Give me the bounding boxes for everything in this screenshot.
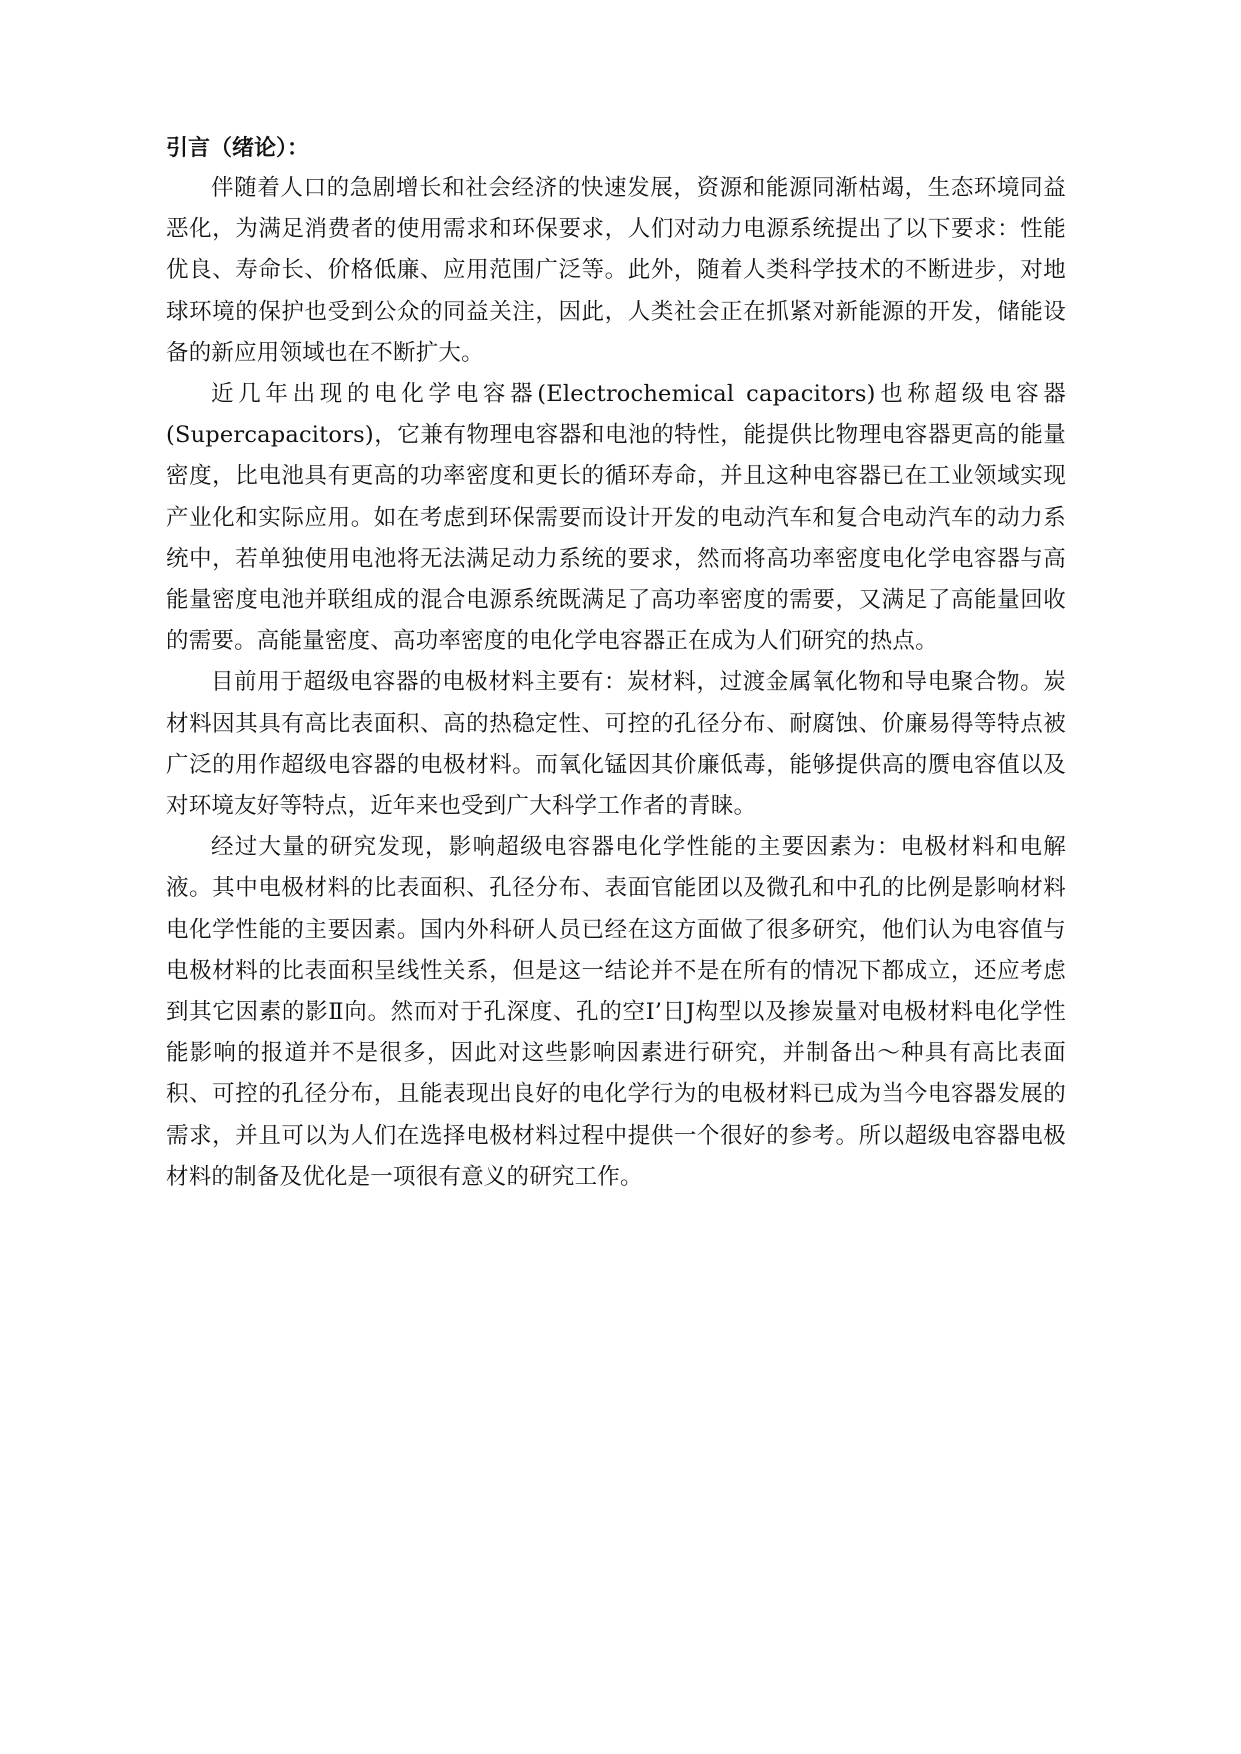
section-heading: 引言（绪论）： bbox=[166, 135, 310, 161]
paragraph-2: 近几年出现的电化学电容器(Electrochemical capacitors)也称超级电容器(Supercapacitors)，它兼有物理电容器和电池的特性，能提供比物理电容器更高的能量密度，比电池具有更高的功率密度和更长的循环寿命，并且这种电容器已在工业领域实现产业化和实际应用。如在考虑到环保需要而设计开发的电动汽车和复合电动汽车的动力系统中，若单独使用电池将无法满足动力系统的要求，然而将高功率密度电化学电容器与高能量密度电池并联组成的混合电源系统既满足了高功率密度的需要，又满足了高能量回收的需要。高能量密度、高功率密度的电化学电容器正在成为人们研究的热点。 bbox=[166, 381, 1066, 655]
paragraph-4: 经过大量的研究发现，影响超级电容器电化学性能的主要因素为：电极材料和电解液。其中电极材料的比表面积、孔径分布、表面官能团以及微孔和中孔的比例是影响材料电化学性能的主要因素。国内外科研人员已经在这方面做了很多研究，他们认为电容值与电极材料的比表面积呈线性关系，但是这一结论并不是在所有的情况下都成立，还应考虑到其它因素的影Ⅱ向。然而对于孔深度、孔的空I’日J构型以及掺炭量对电极材料电化学性能影响的报道并不是很多，因此对这些影响因素进行研究，并制备出～种具有高比表面积、可控的孔径分布，且能表现出良好的电化学行为的电极材料已成为当今电容器发展的需求，并且可以为人们在选择电极材料过程中提供一个很好的参考。所以超级电容器电极材料的制备及优化是一项很有意义的研究工作。 bbox=[166, 834, 1066, 1190]
paragraph-1: 伴随着人口的急剧增长和社会经济的快速发展，资源和能源同渐枯竭，生态环境同益恶化，为满足消费者的使用需求和环保要求，人们对动力电源系统提出了以下要求：性能优良、寿命长、价格低廉、应用范围广泛等。此外，随着人类科学技术的不断进步，对地球环境的保护也受到公众的同益关注，因此，人类社会正在抓紧对新能源的开发，储能设备的新应用领域也在不断扩大。 bbox=[166, 175, 1066, 366]
paragraph-3: 目前用于超级电容器的电极材料主要有：炭材料，过渡金属氧化物和导电聚合物。炭材料因其具有高比表面积、高的热稳定性、可控的孔径分布、耐腐蚀、价廉易得等特点被广泛的用作超级电容器的电极材料。而氧化锰因其价廉低毒，能够提供高的赝电容值以及对环境友好等特点，近年来也受到广大科学工作者的青睐。 bbox=[166, 669, 1066, 820]
document-page bbox=[166, 128, 1066, 1198]
